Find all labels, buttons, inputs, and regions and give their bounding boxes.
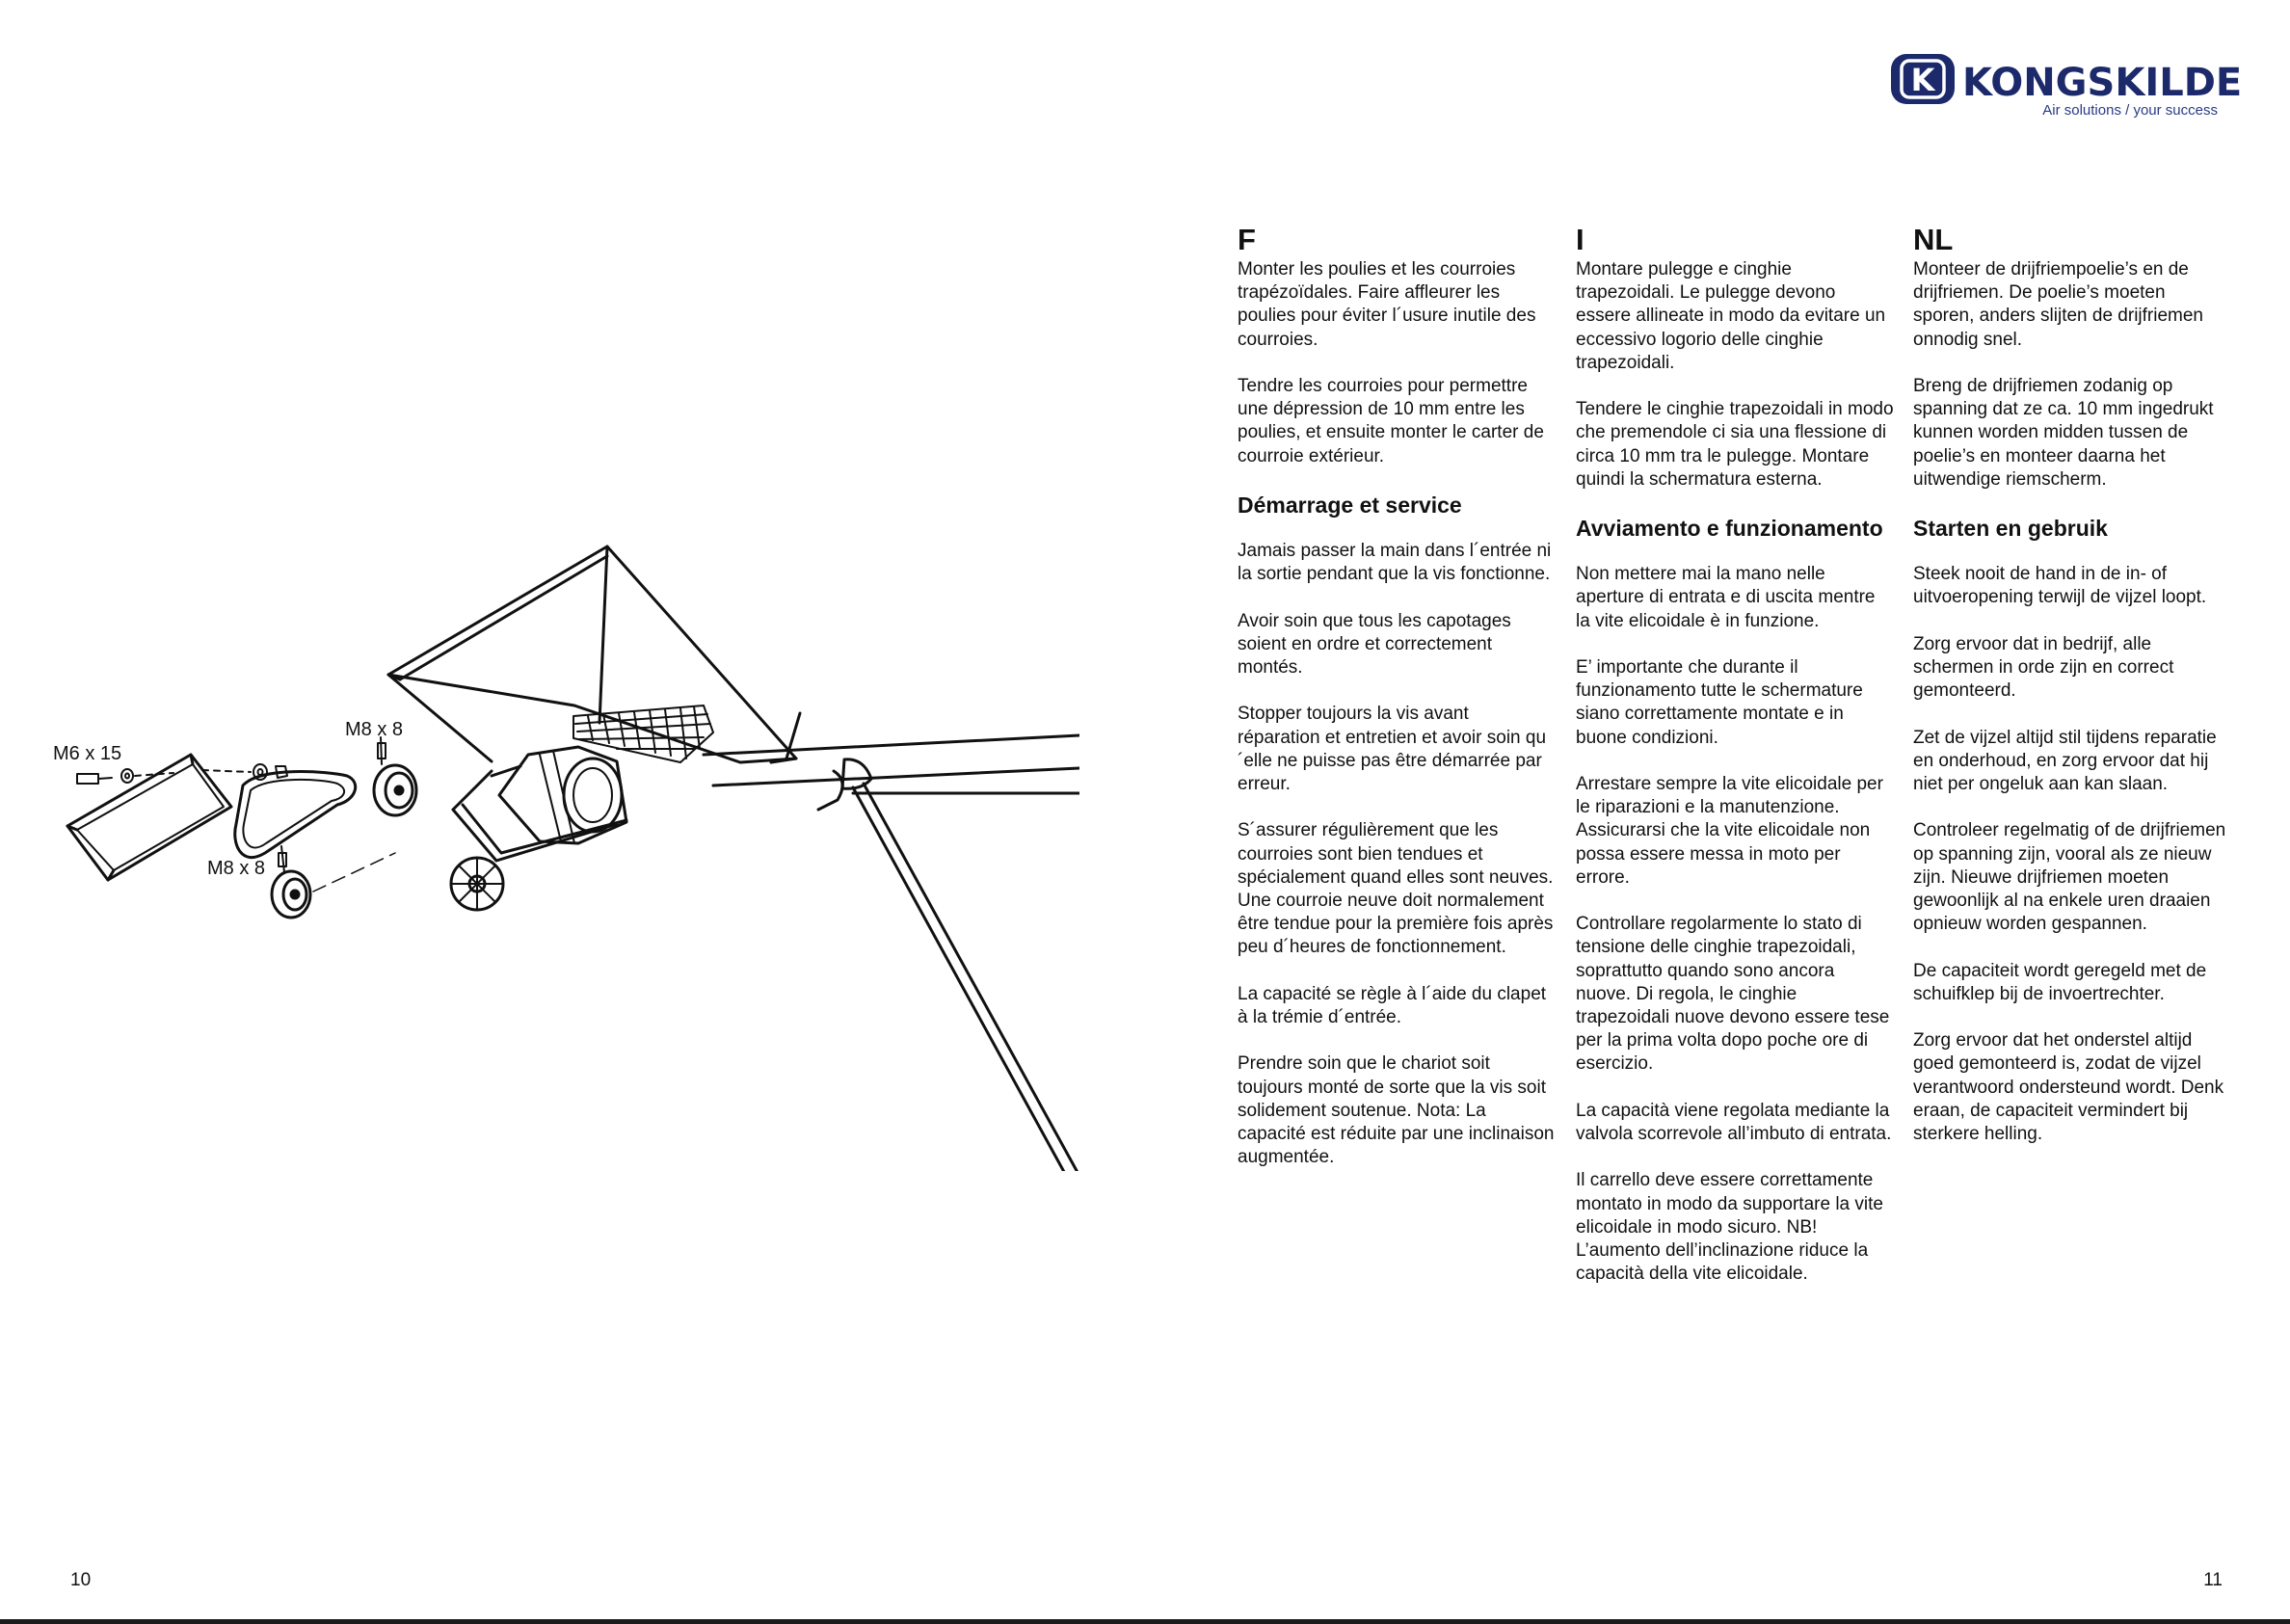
section-heading: Starten en gebruik xyxy=(1913,516,2108,542)
label-m8x8-lower: M8 x 8 xyxy=(207,858,266,879)
motor-drawing xyxy=(492,747,626,843)
paragraph: Breng de drijfriemen zodanig op spanning dat ze ca. 10 mm ingedrukt kunnen worden midden tussen de poelie’s en monteer daarna het uitwendige riemscherm. xyxy=(1913,376,2214,490)
paragraph: La capacité se règle à l´aide du clapet à la trémie d´entrée. xyxy=(1238,983,1547,1027)
paragraph: Tendere le cinghie trapezoidali in modo che premendole ci sia una flessione di circa 10 mm tra le pulegge. Montare quindi la schermatura esterna. xyxy=(1576,399,1894,490)
paragraph: Il carrello deve essere correttamente montato in modo da supportare la vite elicoidale in modo sicuro. NB! L’aumento dell’inclinazione riduce la capacità della vite elicoidale. xyxy=(1576,1170,1883,1285)
brand-tagline: Air solutions / your success xyxy=(2042,102,2218,119)
paragraph: Zorg ervoor dat het onderstel altijd goed gemonteerd is, zodat de vijzel verantwoord ondersteund wordt. Denk eraan, de capaciteit vermindert bij sterkere helling. xyxy=(1913,1030,2224,1144)
section-heading: Avviamento e funzionamento xyxy=(1576,516,1883,542)
page-number-left: 10 xyxy=(70,1570,92,1590)
paragraph: Zorg ervoor dat in bedrijf, alle schermen in orde zijn en correct gemonteerd. xyxy=(1913,633,2174,702)
v-belt-drawing xyxy=(235,772,356,858)
language-heading-f: F xyxy=(1238,223,1256,256)
auger-assembly-illustration xyxy=(39,535,1079,1171)
paragraph: De capaciteit wordt geregeld met de schuifklep bij de invoertrechter. xyxy=(1913,960,2207,1004)
paragraph: Zet de vijzel altijd stil tijdens reparatie en onderhoud, en zorg ervoor dat hij niet per ongeluk aan kan slaan. xyxy=(1913,727,2217,794)
label-m8x8-upper: M8 x 8 xyxy=(345,719,404,740)
upper-pulley-drawing xyxy=(374,737,416,815)
paragraph: Prendre soin que le chariot soit toujours monté de sorte que la vis soit solidement soutenue. Nota: La capacité est réduite par une inclinaison augmentée. xyxy=(1238,1053,1555,1168)
paragraph: Stopper toujours la vis avant réparation et entretien et avoir soin qu´elle ne puisse pas être démarrée par erreur. xyxy=(1238,704,1547,794)
label-m6x15: M6 x 15 xyxy=(53,743,122,764)
paragraph: Monter les poulies et les courroies trapézoïdales. Faire affleurer les poulies pour éviter l´usure inutile des courroies. xyxy=(1238,259,1536,350)
paragraph: Jamais passer la main dans l´entrée ni la sortie pendant que la vis fonctionne. xyxy=(1238,541,1552,585)
kongskilde-logo xyxy=(1889,52,2243,121)
support-leg-drawing xyxy=(853,784,1079,1171)
section-heading: Démarrage et service xyxy=(1238,493,1462,518)
lower-pulley-drawing xyxy=(272,846,395,918)
paragraph: E’ importante che durante il funzionamento tutte le schermature siano correttamente montate e in buone condizioni. xyxy=(1576,657,1863,748)
column-dutch xyxy=(1913,222,2231,1169)
kongskilde-k-icon xyxy=(1889,52,1957,106)
fasteners-drawing xyxy=(77,764,287,784)
paragraph: Controleer regelmatig of de drijfriemen op spanning zijn, vooral als ze nieuw zijn. Nieuwe drijfriemen moeten gewoonlijk al na enkele uren draaien opnieuw worden gespannen. xyxy=(1913,820,2226,935)
paragraph: Monteer de drijfriempoelie’s en de drijfriemen. De poelie’s moeten sporen, anders slijten de drijfriemen onnodig snel. xyxy=(1913,259,2203,350)
page-number-right: 11 xyxy=(2203,1570,2223,1590)
language-heading-nl: NL xyxy=(1913,223,1954,256)
logo-letter: K xyxy=(1910,62,1935,98)
paragraph: Montare pulegge e cinghie trapezoidali. Le pulegge devono essere allineate in modo da evitare un eccessivo logorio delle cinghie trapezoidali. xyxy=(1576,259,1886,373)
paragraph: Non mettere mai la mano nelle aperture di entrata e di uscita mentre la vite elicoidale è in funzione. xyxy=(1576,564,1876,631)
language-heading-i: I xyxy=(1576,223,1584,256)
paragraph: S´assurer régulièrement que les courroies sont bien tendues et spécialement quand elles sont neuves. Une courroie neuve doit normalement être tendue pour la première fois après peu d´heures de fonctionnement. xyxy=(1238,820,1554,958)
paragraph: Tendre les courroies pour permettre une dépression de 10 mm entre les poulies, et ensuite monter le carter de courroie extérieur. xyxy=(1238,376,1544,466)
paragraph: Steek nooit de hand in de in- of uitvoeropening terwijl de vijzel loopt. xyxy=(1913,564,2207,608)
paragraph: Arrestare sempre la vite elicoidale per le riparazioni e la manutenzione. Assicurarsi che la vite elicoidale non possa essere messa in moto per errore. xyxy=(1576,774,1883,888)
column-french xyxy=(1238,222,1556,1193)
paragraph: Avoir soin que tous les capotages soient en ordre et correctement montés. xyxy=(1238,610,1511,678)
paragraph: Controllare regolarmente lo stato di tensione delle cinghie trapezoidali, soprattutto quando sono ancora nuove. Di regola, le cinghie trapezoidali nuove devono essere tese per la prima volta dopo poche ore di esercizio. xyxy=(1576,914,1890,1075)
paragraph: La capacità viene regolata mediante la valvola scorrevole all’imbuto di entrata. xyxy=(1576,1100,1892,1145)
bottom-edge-rule xyxy=(0,1619,2290,1624)
brand-name: KONGSKILDE xyxy=(1962,61,2243,105)
column-italian xyxy=(1576,222,1894,1310)
